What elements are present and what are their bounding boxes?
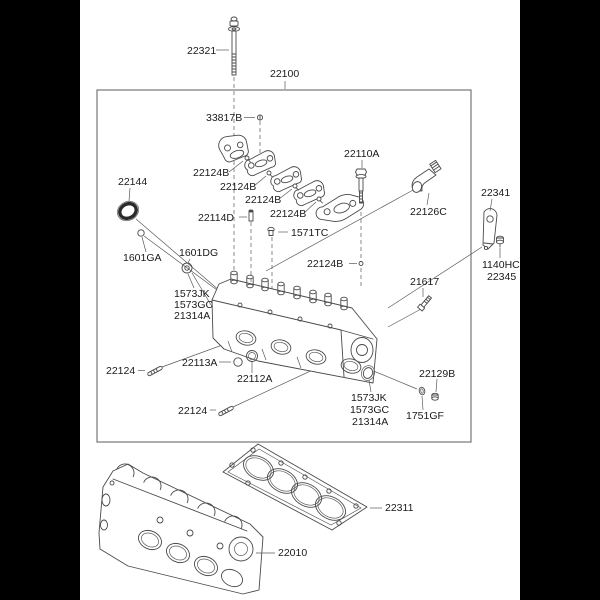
part-label-22341: 22341	[481, 187, 511, 199]
plug-1571TC-drawing	[268, 227, 274, 235]
part-label-1573JK-2: 1573JK	[351, 392, 387, 404]
part-label-22124B-2: 22124B	[220, 181, 257, 193]
part-label-22129B: 22129B	[419, 368, 456, 380]
part-label-1751GF: 1751GF	[406, 410, 444, 422]
part-label-22124B-5: 22124B	[307, 258, 344, 270]
part-label-22114D: 22114D	[198, 212, 235, 224]
part-label-22124B-4: 22124B	[270, 208, 307, 220]
part-label-22321: 22321	[187, 45, 217, 57]
part-label-33817B: 33817B	[206, 112, 243, 124]
part-label-21314A-1: 21314A	[174, 310, 211, 322]
part-label-22110A: 22110A	[344, 148, 380, 160]
part-label-1601GA: 1601GA	[123, 252, 162, 264]
part-label-22010: 22010	[278, 547, 308, 559]
part-label-22113A: 22113A	[182, 357, 218, 369]
part-label-22311: 22311	[385, 502, 414, 514]
part-label-22345: 22345	[487, 271, 517, 283]
part-label-1571TC: 1571TC	[291, 227, 329, 239]
part-label-22144: 22144	[118, 176, 148, 188]
part-label-21617: 21617	[410, 276, 440, 288]
part-label-22124B-1: 22124B	[193, 167, 230, 179]
part-label-1140HC: 1140HC	[482, 259, 520, 271]
part-label-22100: 22100	[270, 68, 300, 80]
part-label-1573GC-2: 1573GC	[350, 404, 390, 416]
dowel-1601GA-drawing	[138, 230, 144, 236]
part-label-22126C: 22126C	[410, 206, 447, 218]
cap-bolt-5-icon	[359, 262, 363, 266]
plug-33817B-drawing	[257, 115, 262, 120]
part-label-1573GC-1: 1573GC	[174, 299, 214, 311]
part-label-21314A-2: 21314A	[352, 416, 389, 428]
part-label-22124B-3: 22124B	[245, 194, 282, 206]
part-label-22112A: 22112A	[237, 373, 273, 385]
part-label-22124-2: 22124	[178, 405, 208, 417]
part-label-1573JK-1: 1573JK	[174, 288, 210, 300]
part-label-22124-1: 22124	[106, 365, 136, 377]
part-label-1601DG: 1601DG	[179, 247, 219, 259]
nut-22129B-drawing	[432, 393, 438, 400]
rod-22114D-drawing	[249, 210, 253, 221]
